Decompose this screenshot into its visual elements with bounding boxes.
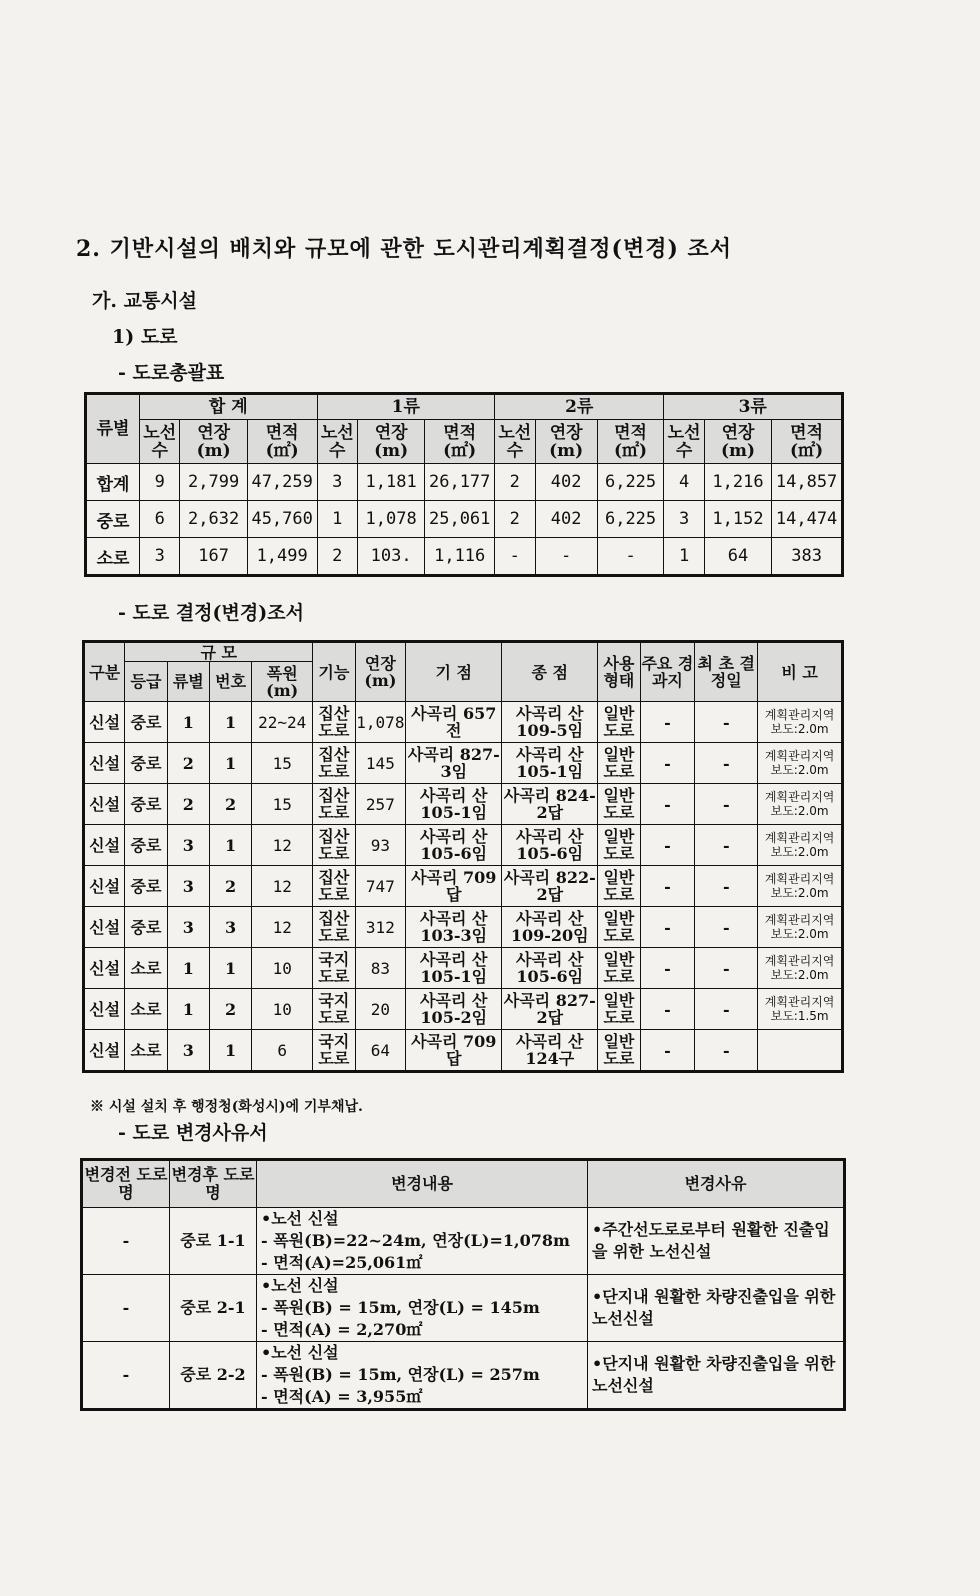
- table-row: [84, 784, 843, 825]
- table-cell: 일반 도로: [598, 784, 640, 825]
- change-content: [257, 1275, 588, 1342]
- table-cell: 계획관리지역 보도:2.0m: [758, 702, 843, 743]
- col-via: 주요 경과지: [640, 642, 695, 702]
- table-row: [84, 702, 843, 743]
- content-line: •노선 신설: [261, 1276, 339, 1295]
- table-cell: 신설: [84, 825, 125, 866]
- table-cell: -: [695, 1030, 758, 1072]
- table-cell: 2: [167, 743, 209, 784]
- table-cell: 402: [535, 501, 597, 538]
- col-remark: 비 고: [758, 642, 843, 702]
- table-cell: 2: [209, 866, 251, 907]
- content-line: - 폭원(B) = 15m, 연장(L) = 257m: [261, 1365, 540, 1384]
- content-line: •노선 신설: [261, 1343, 339, 1362]
- table-cell: -: [495, 538, 535, 576]
- content-line: - 폭원(B) = 15m, 연장(L) = 145m: [261, 1298, 540, 1317]
- donation-note: ※ 시설 설치 후 행정청(화성시)에 기부채납.: [90, 1099, 363, 1115]
- table-cell: 1: [167, 702, 209, 743]
- table-cell: 신설: [84, 989, 125, 1030]
- col-content: 변경내용: [257, 1160, 588, 1208]
- row-label: 합계: [86, 464, 140, 501]
- table-cell: 14,474: [772, 501, 843, 538]
- table-cell: 6,225: [597, 501, 664, 538]
- table-cell: 소로: [125, 989, 167, 1030]
- table-row: [86, 464, 843, 501]
- change-caption: - 도로 변경사유서: [118, 1122, 268, 1144]
- table-cell: 일반 도로: [598, 866, 640, 907]
- sub-header: 연장 (m): [180, 420, 247, 464]
- table-row: [84, 743, 843, 784]
- group-class3: 3류: [664, 394, 843, 420]
- change-content: [257, 1342, 588, 1410]
- table-row: [86, 538, 843, 576]
- content-line: - 면적(A) = 2,270㎡: [261, 1320, 423, 1339]
- sub-header: 연장 (m): [535, 420, 597, 464]
- table-cell: 집산 도로: [313, 743, 355, 784]
- decision-caption: - 도로 결정(변경)조서: [118, 602, 304, 624]
- table-cell: 사곡리 산105-6임: [502, 825, 598, 866]
- table-cell: 2: [209, 784, 251, 825]
- table-cell: 집산 도로: [313, 825, 355, 866]
- table-cell: 45,760: [247, 501, 317, 538]
- table-cell: 6: [252, 1030, 313, 1072]
- row-label: 소로: [86, 538, 140, 576]
- col-number: 번호: [209, 662, 251, 702]
- table-cell: 25,061: [425, 501, 495, 538]
- table-cell: 2,632: [180, 501, 247, 538]
- table-cell: 1: [167, 948, 209, 989]
- table-cell: 중로: [125, 866, 167, 907]
- group-class2: 2류: [495, 394, 664, 420]
- table-cell: 15: [252, 784, 313, 825]
- table-row: [84, 825, 843, 866]
- table-cell: 사곡리 824-2답: [502, 784, 598, 825]
- col-grade: 등급: [125, 662, 167, 702]
- table-cell: 사곡리 산103-3임: [406, 907, 502, 948]
- sub-header: 연장 (m): [357, 420, 424, 464]
- table-cell: 257: [355, 784, 406, 825]
- section-heading: 2. 기반시설의 배치와 규모에 관한 도시관리계획결정(변경) 조서: [76, 236, 733, 262]
- sub-header: 노선수: [664, 420, 704, 464]
- col-width: 폭원 (m): [252, 662, 313, 702]
- after-name: 중로 1-1: [170, 1208, 257, 1275]
- change-reason: •단지내 원활한 차량진출입을 위한 노선신설: [588, 1275, 845, 1342]
- table-cell: 일반 도로: [598, 948, 640, 989]
- col-first: 최 초 결정일: [695, 642, 758, 702]
- table-row: [82, 1342, 845, 1410]
- change-reason: •주간선도로로부터 원활한 진출입을 위한 노선신설: [588, 1208, 845, 1275]
- table-row: [84, 866, 843, 907]
- table-cell: 계획관리지역 보도:2.0m: [758, 743, 843, 784]
- sub-header: 노선수: [317, 420, 357, 464]
- table-cell: 일반 도로: [598, 702, 640, 743]
- table-cell: 사곡리 산105-2임: [406, 989, 502, 1030]
- table-cell: 중로: [125, 907, 167, 948]
- table-cell: 14,857: [772, 464, 843, 501]
- table-cell: 2: [167, 784, 209, 825]
- table-cell: 사곡리 657전: [406, 702, 502, 743]
- table-cell: 사곡리 산109-5임: [502, 702, 598, 743]
- after-name: 중로 2-1: [170, 1275, 257, 1342]
- table-cell: 일반 도로: [598, 989, 640, 1030]
- table-cell: 일반 도로: [598, 1030, 640, 1072]
- sub-header: 면적 (㎡): [772, 420, 843, 464]
- table-cell: 1: [209, 702, 251, 743]
- table-cell: 1,078: [357, 501, 424, 538]
- col-scale: 규 모: [125, 642, 313, 662]
- road-change-table: [80, 1158, 846, 1411]
- table-row: [82, 1275, 845, 1342]
- sub-header: 면적 (㎡): [425, 420, 495, 464]
- table-cell: 3: [167, 866, 209, 907]
- table-cell: 소로: [125, 948, 167, 989]
- table-cell: -: [695, 948, 758, 989]
- table-cell: 3: [317, 464, 357, 501]
- table-cell: 계획관리지역 보도:2.0m: [758, 948, 843, 989]
- col-type: 류별: [167, 662, 209, 702]
- sub-header: 연장 (m): [704, 420, 771, 464]
- table-cell: 3: [209, 907, 251, 948]
- table-cell: -: [640, 702, 695, 743]
- table-cell: 3: [140, 538, 180, 576]
- road-summary-table: [84, 392, 844, 577]
- table-cell: 312: [355, 907, 406, 948]
- group-total: 합 계: [140, 394, 318, 420]
- table-cell: -: [640, 907, 695, 948]
- table-cell: 집산 도로: [313, 784, 355, 825]
- table-cell: 20: [355, 989, 406, 1030]
- table-cell: 사곡리 709답: [406, 1030, 502, 1072]
- table-row: [84, 948, 843, 989]
- table-cell: 383: [772, 538, 843, 576]
- table-cell: 국지 도로: [313, 989, 355, 1030]
- table-cell: 계획관리지역 보도:2.0m: [758, 825, 843, 866]
- content-line: - 폭원(B)=22~24m, 연장(L)=1,078m: [261, 1231, 570, 1250]
- col-before: 변경전 도로명: [82, 1160, 170, 1208]
- table-row: [84, 1030, 843, 1072]
- col-after: 변경후 도로명: [170, 1160, 257, 1208]
- table-cell: 1: [209, 948, 251, 989]
- table-cell: 10: [252, 948, 313, 989]
- table-cell: -: [695, 825, 758, 866]
- table-cell: 2: [495, 501, 535, 538]
- table-cell: 신설: [84, 1030, 125, 1072]
- table-cell: -: [695, 989, 758, 1030]
- table-cell: 사곡리 산105-6임: [502, 948, 598, 989]
- col-gubun: 구분: [84, 642, 125, 702]
- row-label: 중로: [86, 501, 140, 538]
- table-cell: 10: [252, 989, 313, 1030]
- col-start: 기 점: [406, 642, 502, 702]
- table-cell: 1,116: [425, 538, 495, 576]
- table-cell: 사곡리 산105-1임: [502, 743, 598, 784]
- table-cell: 83: [355, 948, 406, 989]
- change-content: [257, 1208, 588, 1275]
- table-cell: -: [535, 538, 597, 576]
- table-cell: 사곡리 산105-1임: [406, 948, 502, 989]
- table-cell: -: [695, 866, 758, 907]
- table-cell: 중로: [125, 743, 167, 784]
- table-cell: 12: [252, 825, 313, 866]
- table-cell: 일반 도로: [598, 825, 640, 866]
- table-cell: 중로: [125, 784, 167, 825]
- table-cell: 402: [535, 464, 597, 501]
- table-cell: 국지 도로: [313, 1030, 355, 1072]
- table-cell: 9: [140, 464, 180, 501]
- table-cell: 계획관리지역 보도:1.5m: [758, 989, 843, 1030]
- table-cell: 1: [209, 825, 251, 866]
- table-cell: 국지 도로: [313, 948, 355, 989]
- table-cell: 3: [664, 501, 704, 538]
- group-class1: 1류: [317, 394, 495, 420]
- table-cell: -: [640, 743, 695, 784]
- table-cell: 1: [317, 501, 357, 538]
- table-cell: 1,181: [357, 464, 424, 501]
- table-cell: -: [640, 1030, 695, 1072]
- table-cell: 사곡리 산109-20임: [502, 907, 598, 948]
- before-name: -: [82, 1275, 170, 1342]
- table-cell: 3: [167, 907, 209, 948]
- table-cell: 2: [495, 464, 535, 501]
- table-cell: 6: [140, 501, 180, 538]
- road-decision-table: [82, 640, 844, 1073]
- table-cell: 사곡리 산124구: [502, 1030, 598, 1072]
- content-line: •노선 신설: [261, 1209, 339, 1228]
- table-cell: -: [695, 702, 758, 743]
- table-cell: 1,152: [704, 501, 771, 538]
- table-cell: 1: [209, 743, 251, 784]
- table-cell: 집산 도로: [313, 907, 355, 948]
- table-cell: 93: [355, 825, 406, 866]
- table-cell: 12: [252, 907, 313, 948]
- table-cell: -: [640, 989, 695, 1030]
- table-cell: 계획관리지역 보도:2.0m: [758, 907, 843, 948]
- col-function: 기능: [313, 642, 355, 702]
- col-type: 류별: [86, 394, 140, 464]
- col-end: 종 점: [502, 642, 598, 702]
- table-cell: 사곡리 822-2답: [502, 866, 598, 907]
- col-usage: 사용 형태: [598, 642, 640, 702]
- summary-caption: - 도로총괄표: [118, 362, 225, 384]
- table-cell: 747: [355, 866, 406, 907]
- table-cell: 일반 도로: [598, 907, 640, 948]
- table-row: [84, 989, 843, 1030]
- table-cell: 1,216: [704, 464, 771, 501]
- table-cell: 2: [209, 989, 251, 1030]
- table-cell: -: [640, 948, 695, 989]
- item-heading: 1) 도로: [112, 326, 178, 348]
- table-row: [84, 907, 843, 948]
- table-cell: 12: [252, 866, 313, 907]
- table-cell: 1: [664, 538, 704, 576]
- table-cell: 22~24: [252, 702, 313, 743]
- table-cell: -: [640, 784, 695, 825]
- sub-header: 면적 (㎡): [597, 420, 664, 464]
- table-cell: 1,078: [355, 702, 406, 743]
- before-name: -: [82, 1342, 170, 1410]
- table-cell: 신설: [84, 907, 125, 948]
- table-cell: 신설: [84, 743, 125, 784]
- sub-header: 노선수: [140, 420, 180, 464]
- table-cell: 15: [252, 743, 313, 784]
- table-cell: 계획관리지역 보도:2.0m: [758, 784, 843, 825]
- sub-header: 노선수: [495, 420, 535, 464]
- table-cell: 신설: [84, 948, 125, 989]
- table-cell: 신설: [84, 784, 125, 825]
- table-cell: -: [597, 538, 664, 576]
- table-row: [86, 501, 843, 538]
- table-cell: 사곡리 산105-6임: [406, 825, 502, 866]
- table-cell: 계획관리지역 보도:2.0m: [758, 866, 843, 907]
- table-cell: -: [695, 784, 758, 825]
- table-cell: -: [640, 866, 695, 907]
- table-cell: 신설: [84, 702, 125, 743]
- table-cell: -: [695, 743, 758, 784]
- table-cell: 1: [209, 1030, 251, 1072]
- table-cell: 중로: [125, 825, 167, 866]
- table-cell: 사곡리 827-2답: [502, 989, 598, 1030]
- before-name: -: [82, 1208, 170, 1275]
- table-cell: 2: [317, 538, 357, 576]
- table-cell: 2,799: [180, 464, 247, 501]
- table-cell: 47,259: [247, 464, 317, 501]
- table-cell: 3: [167, 1030, 209, 1072]
- table-cell: 소로: [125, 1030, 167, 1072]
- table-cell: -: [640, 825, 695, 866]
- table-row: [82, 1208, 845, 1275]
- table-cell: 일반 도로: [598, 743, 640, 784]
- sub-header: 면적 (㎡): [247, 420, 317, 464]
- col-length: 연장 (m): [355, 642, 406, 702]
- table-cell: 3: [167, 825, 209, 866]
- content-line: - 면적(A) = 3,955㎡: [261, 1387, 423, 1406]
- table-cell: 4: [664, 464, 704, 501]
- table-cell: 신설: [84, 866, 125, 907]
- table-cell: -: [695, 907, 758, 948]
- after-name: 중로 2-2: [170, 1342, 257, 1410]
- table-cell: 사곡리 산105-1임: [406, 784, 502, 825]
- subsection-heading: 가. 교통시설: [92, 290, 197, 312]
- table-cell: 26,177: [425, 464, 495, 501]
- col-reason: 변경사유: [588, 1160, 845, 1208]
- table-cell: 사곡리 709답: [406, 866, 502, 907]
- table-cell: 167: [180, 538, 247, 576]
- table-cell: 사곡리 827-3임: [406, 743, 502, 784]
- table-cell: 집산 도로: [313, 702, 355, 743]
- table-cell: 103.: [357, 538, 424, 576]
- table-cell: [758, 1030, 843, 1072]
- content-line: - 면적(A)=25,061㎡: [261, 1253, 423, 1272]
- table-cell: 1,499: [247, 538, 317, 576]
- table-cell: 145: [355, 743, 406, 784]
- table-cell: 중로: [125, 702, 167, 743]
- table-cell: 64: [355, 1030, 406, 1072]
- table-cell: 집산 도로: [313, 866, 355, 907]
- table-cell: 6,225: [597, 464, 664, 501]
- table-cell: 64: [704, 538, 771, 576]
- change-reason: •단지내 원활한 차량진출입을 위한 노선신설: [588, 1342, 845, 1410]
- table-cell: 1: [167, 989, 209, 1030]
